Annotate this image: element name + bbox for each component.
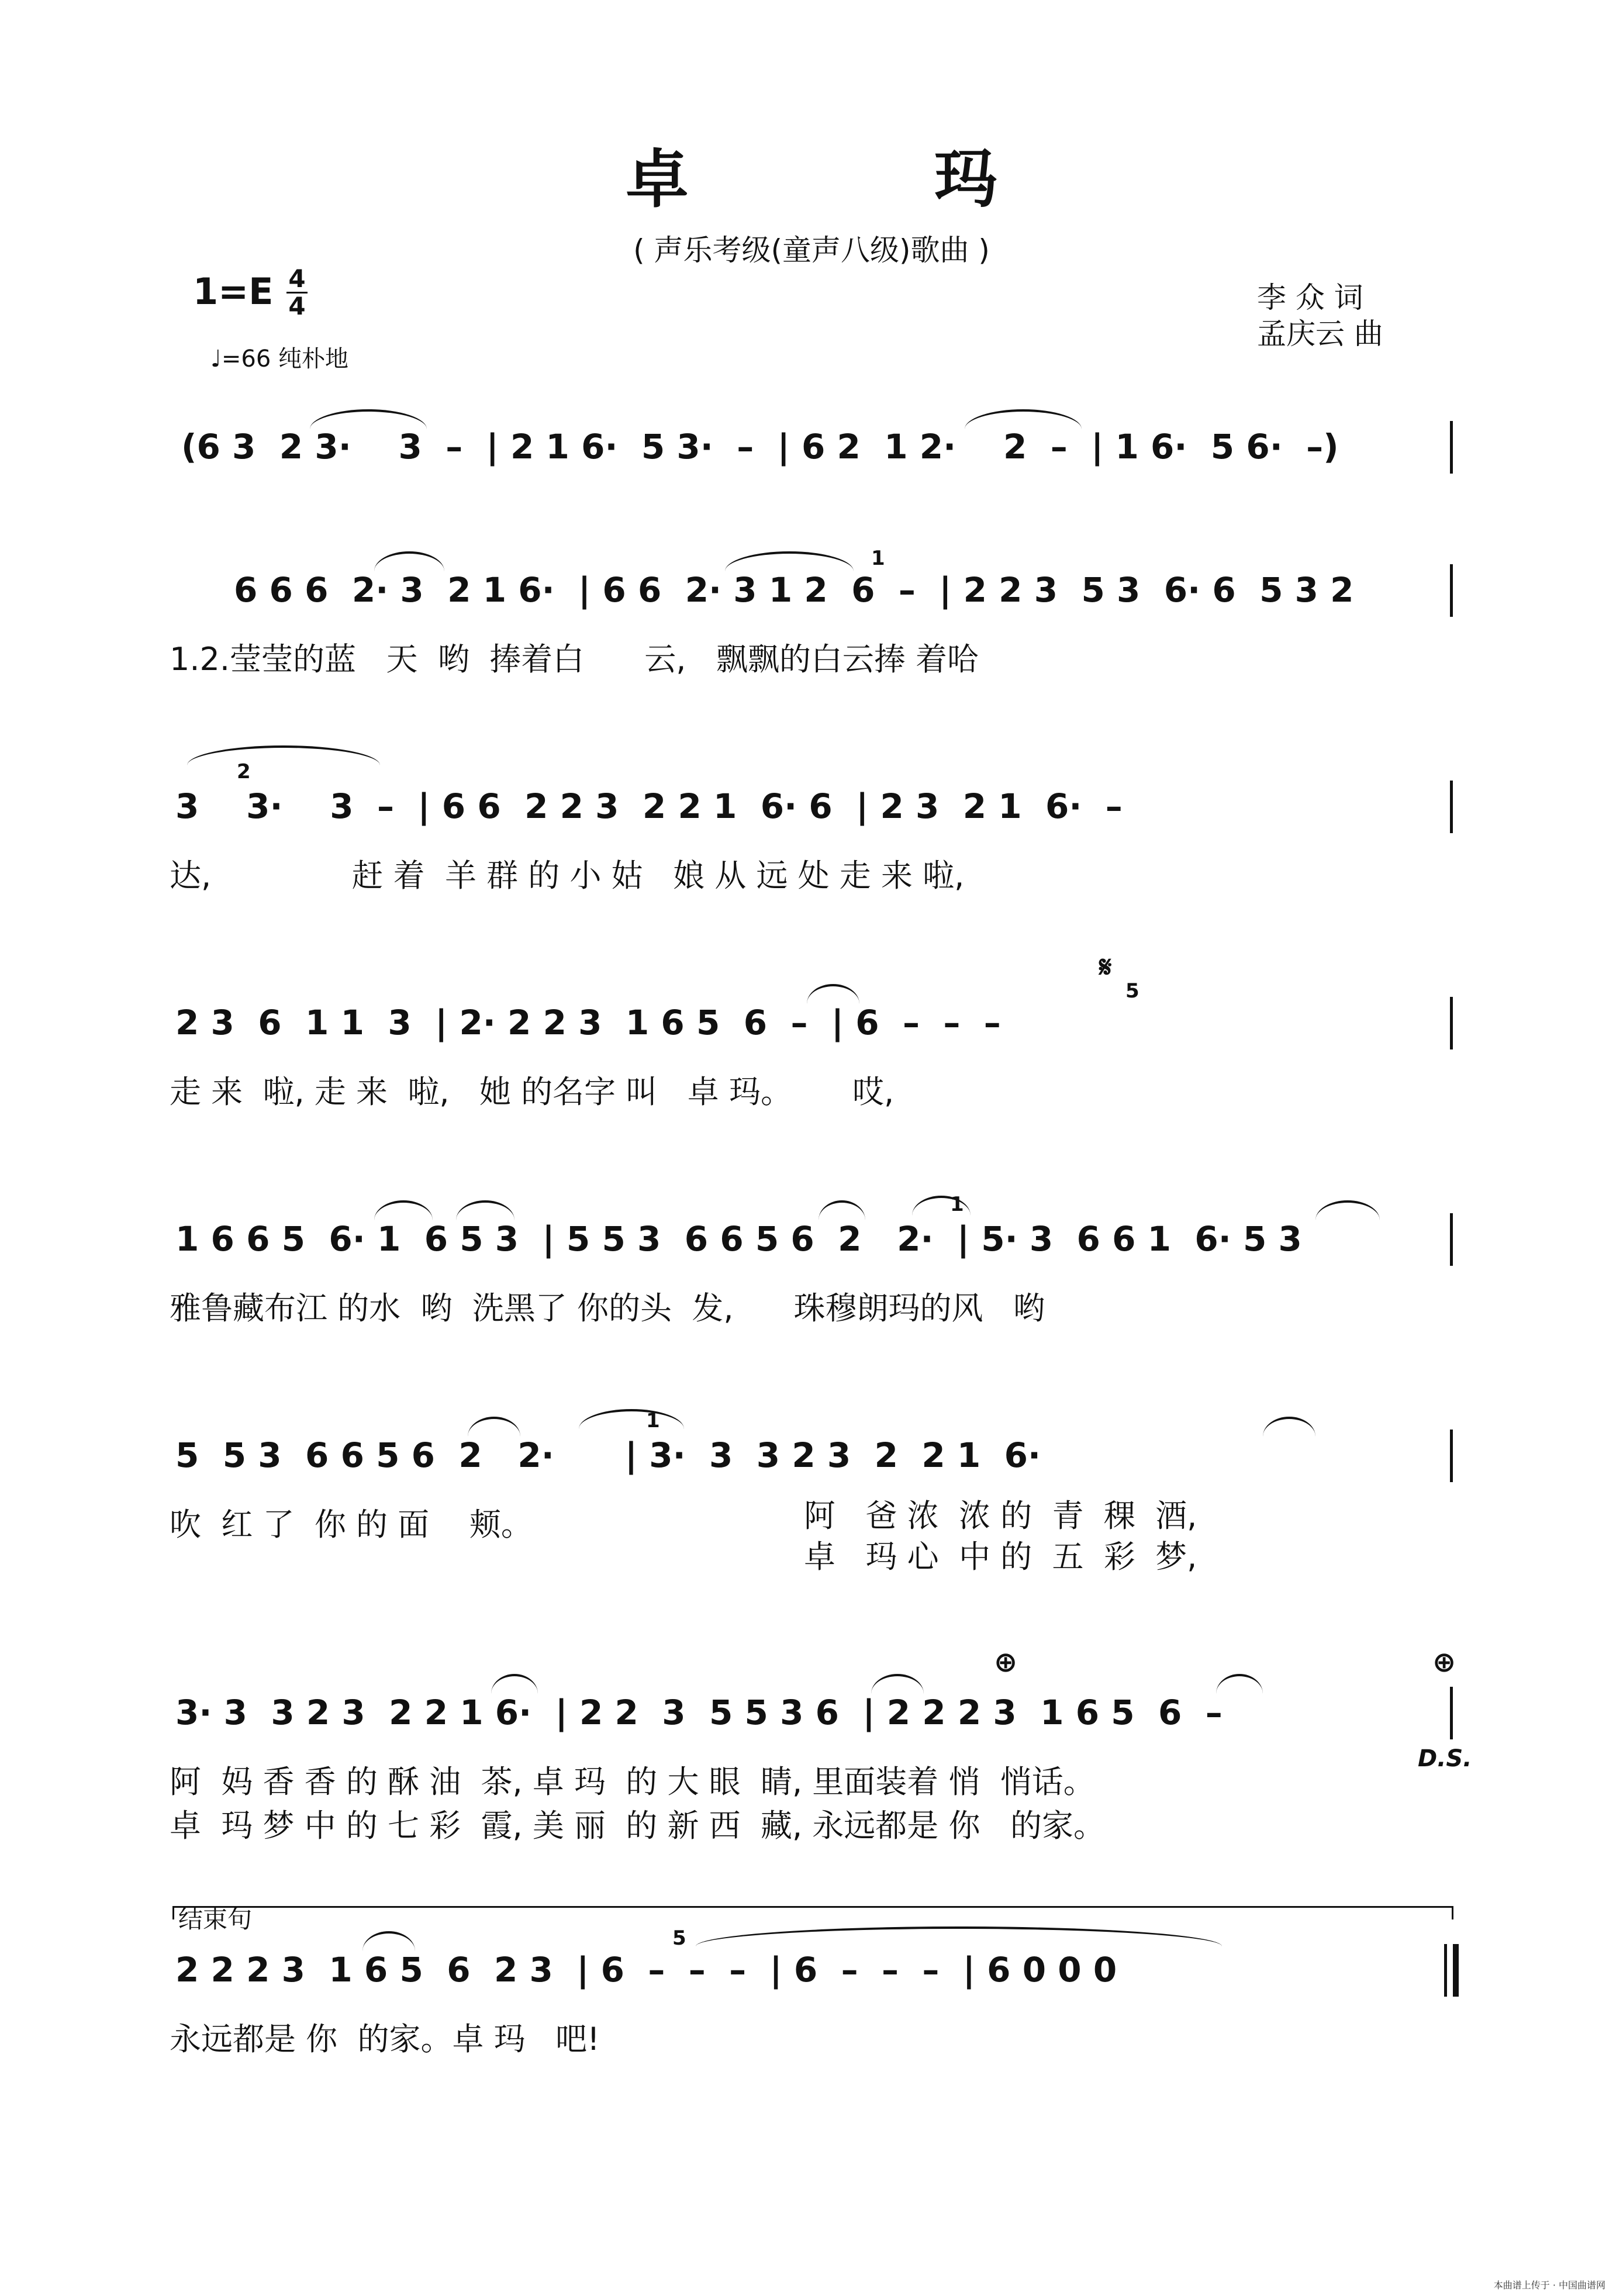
slur (310, 409, 427, 429)
volta-1-mark: 1 (950, 1193, 964, 1216)
row-4-lyrics: 走 来 啦, 走 来 啦, 她 的名字 叫 卓 玛。 哎, (170, 1073, 895, 1110)
slur (579, 1409, 684, 1429)
ending-bracket (172, 1906, 1453, 1919)
slur (468, 1417, 520, 1437)
title-char-1: 卓 (625, 143, 689, 216)
slur (362, 1931, 415, 1951)
coda-icon: ⊕ (1432, 1646, 1456, 1679)
volta-5-mark: 5 (1125, 979, 1139, 1003)
verse-b-line-2: 卓 玛 心 中 的 五 彩 梦, (804, 1538, 1197, 1575)
row-7-lyrics: 阿 妈 香 香 的 酥 油 茶, 卓 玛 的 大 眼 睛, 里面装着 悄 悄话。 (170, 1763, 1095, 1800)
title-char-2: 玛 (934, 143, 998, 216)
final-barline-thick (1453, 1944, 1459, 1997)
barline (1450, 564, 1453, 617)
barline (1450, 1430, 1453, 1482)
slur (491, 1674, 538, 1694)
song-subtitle: ( 声乐考级(童声八级)歌曲 ) (633, 233, 990, 267)
ending-label: 结束句 (178, 1905, 253, 1934)
slur (1216, 1674, 1263, 1694)
footer-watermark: 本曲谱上传于 · 中国曲谱网 (1493, 2280, 1605, 2291)
ds-mark: D.S. (1418, 1745, 1472, 1772)
slur (965, 409, 1082, 429)
slur (725, 551, 854, 571)
credits (1257, 279, 1383, 352)
verse-b-line-1: 阿 爸 浓 浓 的 青 稞 酒, (804, 1497, 1197, 1534)
slur (374, 551, 444, 571)
slur (456, 1200, 514, 1220)
row-2-notes: 6 6 6 2· 3 2 1 6· | 6 6 2· 3 1 2 6 – | 2 2 3 5 3 6· 6 5 3 2 (234, 570, 1354, 610)
row-5-lyrics: 雅鲁藏布江 的水 哟 洗黑了 你的头 发, 珠穆朗玛的风 哟 (170, 1290, 1045, 1327)
slur (819, 1200, 865, 1220)
row-3-notes: 3 3· 3 – | 6 6 2 2 3 2 2 1 6· 6 | 2 3 2 1 6· – (175, 786, 1123, 826)
tempo-marking: ♩=66 纯朴地 (210, 346, 348, 372)
slur (807, 984, 859, 1004)
song-title (0, 129, 1623, 219)
lyricist: 李 众 词 (1257, 281, 1363, 315)
barline (1450, 1687, 1453, 1739)
coda-icon: ⊕ (994, 1646, 1018, 1679)
barline (1450, 421, 1453, 474)
row-8-lyrics: 永远都是 你 的家。卓 玛 吧! (170, 2021, 600, 2057)
time-signature (286, 266, 308, 319)
row-6-lyrics: 吹 红 了 你 的 面 颊。 (170, 1506, 533, 1543)
key-signature: 1=E (193, 270, 274, 313)
volta-1-mark: 1 (871, 547, 885, 570)
barline (1450, 997, 1453, 1049)
composer: 孟庆云 曲 (1257, 317, 1383, 351)
barline (1450, 1213, 1453, 1266)
row-4-notes: 2 3 6 1 1 3 | 2· 2 2 3 1 6 5 6 – | 6 – – – (175, 1003, 1001, 1042)
volta-1-mark: 1 (646, 1409, 660, 1432)
final-barline (1444, 1944, 1447, 1997)
slur (1315, 1200, 1380, 1220)
row-7-lyrics-verse-2: 卓 玛 梦 中 的 七 彩 霞, 美 丽 的 新 西 藏, 永远都是 你 的家。 (170, 1807, 1105, 1844)
row-1-notes: (6 3 2 3· 3 – | 2 1 6· 5 3· – | 6 2 1 2· 2 – | 1 6· 5 6· –) (181, 427, 1339, 467)
time-top: 4 (288, 264, 306, 293)
row-5-notes: 1 6 6 5 6· 1 6 5 3 | 5 5 3 6 6 5 6 2 2· | 5· 3 6 6 1 6· 5 3 (175, 1219, 1302, 1259)
tie (696, 1926, 1222, 1946)
slur (187, 745, 380, 765)
row-7-notes: 3· 3 3 2 3 2 2 1 6· | 2 2 3 5 5 3 6 | 2 2 2 3 1 6 5 6 – (175, 1693, 1223, 1732)
volta-5-mark: 5 (672, 1926, 686, 1950)
slur (374, 1200, 433, 1220)
barline (1450, 781, 1453, 833)
time-bottom: 4 (288, 292, 306, 320)
slur (1263, 1417, 1315, 1437)
slur (871, 1674, 924, 1694)
row-6-notes: 5 5 3 6 6 5 6 2 2· | 3· 3 3 2 3 2 2 1 6· (175, 1435, 1041, 1475)
row-8-notes: 2 2 2 3 1 6 5 6 2 3 | 6 – – – | 6 – – – | 6 0 0 0 (175, 1950, 1117, 1990)
segno-icon: 𝄋 (1099, 950, 1112, 984)
row-3-lyrics: 达, 赶 着 羊 群 的 小 姑 娘 从 远 处 走 来 啦, (170, 857, 965, 894)
volta-2-mark: 2 (237, 760, 251, 783)
row-2-lyrics: 1.2.莹莹的蓝 天 哟 捧着白 云, 飘飘的白云捧 着哈 (170, 641, 979, 678)
